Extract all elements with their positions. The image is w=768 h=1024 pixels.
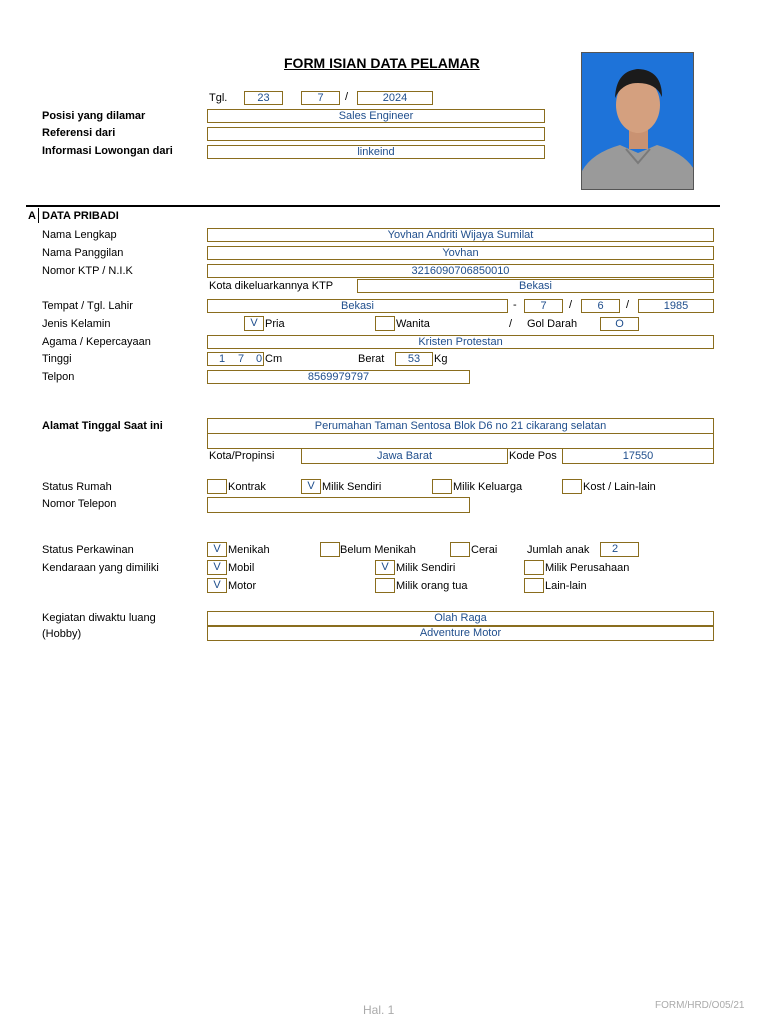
gender-female-label: Wanita (396, 318, 430, 330)
vehicle-other-checkbox[interactable] (524, 578, 544, 593)
birth-place-field[interactable]: Bekasi (207, 299, 508, 313)
section-a-letter: A (28, 210, 36, 222)
address-line-1-field[interactable]: Perumahan Taman Sentosa Blok D6 no 21 cikarang selatan (207, 418, 714, 434)
city-label: Kota/Propinsi (209, 450, 275, 462)
zip-label: Kode Pos (509, 450, 557, 462)
phone-label: Telpon (42, 371, 75, 383)
vehicle-motor-label: Motor (228, 580, 257, 592)
phone-field[interactable]: 8569979797 (207, 370, 470, 384)
reference-field[interactable] (207, 127, 545, 141)
single-checkbox[interactable] (320, 542, 340, 557)
reference-label: Referensi dari (42, 127, 116, 139)
height-unit: Cm (265, 353, 283, 365)
children-label: Jumlah anak (527, 544, 590, 556)
height-digit-2: 7 (238, 353, 245, 365)
home-phone-field[interactable] (207, 497, 470, 513)
birth-month-field[interactable]: 6 (581, 299, 620, 313)
birth-slash-1: / (569, 299, 573, 311)
vehicle-car-label: Mobil (228, 562, 255, 574)
hobby-field-1[interactable]: Olah Raga (207, 611, 714, 626)
single-label: Belum Menikah (340, 544, 416, 556)
weight-label: Berat (358, 353, 385, 365)
vehicle-label: Kendaraan yang dimiliki (42, 562, 159, 574)
home-own-checkbox[interactable]: V (301, 479, 321, 494)
full-name-label: Nama Lengkap (42, 229, 117, 241)
gender-label: Jenis Kelamin (42, 318, 111, 330)
gender-male-label: Pria (265, 318, 285, 330)
religion-field[interactable]: Kristen Protestan (207, 335, 714, 349)
birth-year-field[interactable]: 1985 (638, 299, 714, 313)
gender-female-checkbox[interactable] (375, 316, 395, 331)
applicant-photo (581, 52, 694, 190)
position-label: Posisi yang dilamar (42, 110, 146, 122)
address-label: Alamat Tinggal Saat ini (42, 420, 163, 432)
blood-type-label: Gol Darah (527, 318, 578, 330)
full-name-field[interactable]: Yovhan Andriti Wijaya Sumilat (207, 228, 714, 242)
date-day-field[interactable]: 23 (244, 91, 283, 105)
page-number: Hal. 1 (363, 1003, 395, 1017)
form-code: FORM/HRD/O05/21 (655, 1000, 745, 1011)
date-month-field[interactable]: 7 (301, 91, 340, 105)
hobby-label-2: (Hobby) (42, 628, 82, 640)
vehicle-parents-label: Milik orang tua (396, 580, 468, 592)
birth-label: Tempat / Tgl. Lahir (42, 300, 133, 312)
ktp-city-label: Kota dikeluarkannya KTP (209, 280, 334, 292)
weight-unit: Kg (434, 353, 448, 365)
person-photo-icon (582, 53, 694, 190)
city-field[interactable]: Jawa Barat (301, 448, 508, 464)
home-kost-label: Kost / Lain-lain (583, 481, 656, 493)
married-checkbox[interactable]: V (207, 542, 227, 557)
blood-type-field[interactable]: O (600, 317, 639, 331)
birth-slash-2: / (626, 299, 630, 311)
hobby-field-2[interactable]: Adventure Motor (207, 626, 714, 641)
gender-male-checkbox[interactable]: V (244, 316, 264, 331)
job-info-label: Informasi Lowongan dari (42, 145, 173, 157)
form-title: FORM ISIAN DATA PELAMAR (284, 55, 480, 71)
religion-label: Agama / Kepercayaan (42, 336, 151, 348)
divorced-label: Cerai (471, 544, 498, 556)
blood-slash: / (509, 318, 513, 330)
home-family-label: Milik Keluarga (453, 481, 523, 493)
ktp-city-field[interactable]: Bekasi (357, 279, 714, 293)
vehicle-company-checkbox[interactable] (524, 560, 544, 575)
height-field[interactable] (207, 352, 264, 366)
vehicle-own-label: Milik Sendiri (396, 562, 456, 574)
height-digit-1: 1 (219, 353, 226, 365)
vehicle-company-label: Milik Perusahaan (545, 562, 630, 574)
home-status-label: Status Rumah (42, 481, 112, 493)
home-contract-checkbox[interactable] (207, 479, 227, 494)
home-contract-label: Kontrak (228, 481, 266, 493)
hobby-label-1: Kegiatan diwaktu luang (42, 612, 156, 624)
height-digit-3: 0 (256, 353, 263, 365)
position-field[interactable]: Sales Engineer (207, 109, 545, 123)
date-label: Tgl. (209, 92, 228, 104)
address-line-2-field[interactable] (207, 433, 714, 449)
section-a-separator (38, 208, 39, 223)
ktp-field[interactable]: 3216090706850010 (207, 264, 714, 278)
children-field[interactable]: 2 (600, 542, 639, 557)
section-a-title: DATA PRIBADI (42, 210, 119, 222)
vehicle-other-label: Lain-lain (545, 580, 587, 592)
marital-label: Status Perkawinan (42, 544, 134, 556)
job-info-field[interactable]: linkeind (207, 145, 545, 159)
home-kost-checkbox[interactable] (562, 479, 582, 494)
nickname-field[interactable]: Yovhan (207, 246, 714, 260)
home-phone-label: Nomor Telepon (42, 498, 117, 510)
date-slash: / (345, 91, 349, 103)
vehicle-own-checkbox[interactable]: V (375, 560, 395, 575)
home-family-checkbox[interactable] (432, 479, 452, 494)
date-year-field[interactable]: 2024 (357, 91, 433, 105)
birth-day-field[interactable]: 7 (524, 299, 563, 313)
weight-field[interactable]: 53 (395, 352, 433, 366)
divorced-checkbox[interactable] (450, 542, 470, 557)
married-label: Menikah (228, 544, 270, 556)
home-own-label: Milik Sendiri (322, 481, 382, 493)
ktp-label: Nomor KTP / N.I.K (42, 265, 133, 277)
height-label: Tinggi (42, 353, 72, 365)
vehicle-car-checkbox[interactable]: V (207, 560, 227, 575)
zip-field[interactable]: 17550 (562, 448, 714, 464)
section-divider (26, 205, 720, 207)
birth-dash: - (513, 299, 517, 311)
vehicle-motor-checkbox[interactable]: V (207, 578, 227, 593)
vehicle-parents-checkbox[interactable] (375, 578, 395, 593)
nickname-label: Nama Panggilan (42, 247, 124, 259)
